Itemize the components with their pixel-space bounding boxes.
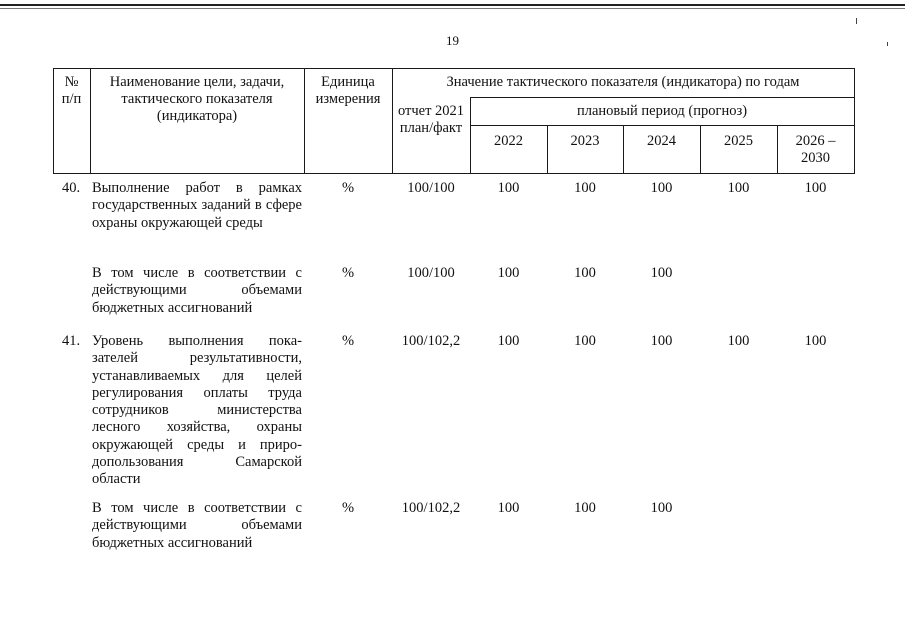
row-unit: % — [341, 333, 355, 349]
col-border — [854, 68, 855, 174]
table-border-top — [53, 68, 854, 69]
row-unit: % — [341, 265, 355, 281]
row-value: 100 — [574, 500, 596, 516]
row-unit: % — [341, 180, 355, 196]
row-report: 100/102,2 — [401, 500, 461, 516]
row-report: 100/100 — [407, 265, 455, 281]
page-number: 19 — [446, 33, 459, 48]
header-report: отчет 2021 план/факт — [397, 103, 465, 136]
top-border-line-thin — [0, 8, 905, 9]
row-value: 100 — [574, 180, 596, 196]
row-value: 100 — [727, 180, 750, 196]
row-value: 100 — [497, 333, 520, 349]
scan-mark — [856, 18, 857, 24]
header-year: 2022 — [494, 133, 523, 149]
row-number: 41. — [62, 333, 81, 349]
row-value: 100 — [650, 180, 673, 196]
row-value: 100 — [727, 333, 750, 349]
header-planned: плановый период (прогноз) — [576, 103, 748, 119]
row-value: 100 — [804, 180, 827, 196]
row-name: Выполнение работ в рамках государственных заданий в сфере охраны окружающей среды — [92, 180, 302, 231]
row-report: 100/100 — [407, 180, 455, 196]
row-value: 100 — [497, 265, 520, 281]
header-year: 2025 — [724, 133, 753, 149]
row-value: 100 — [650, 500, 673, 516]
row-value: 100 — [650, 333, 673, 349]
header-divider-years — [470, 125, 854, 126]
row-value: 100 — [650, 265, 673, 281]
row-value: 100 — [497, 180, 520, 196]
header-values-group: Значение тактического показателя (индикатора) по годам — [446, 74, 800, 90]
header-year: 2024 — [647, 133, 676, 149]
row-value: 100 — [574, 333, 596, 349]
row-number: 40. — [62, 180, 81, 196]
header-year: 2026 – 2030 — [795, 133, 836, 166]
header-bottom-border — [53, 173, 854, 174]
row-value: 100 — [574, 265, 596, 281]
row-name: В том числе в соответствии с действующими объемами бюджетных ассигнований — [92, 500, 302, 551]
header-year: 2023 — [570, 133, 600, 149]
header-unit: Единица измерения — [315, 74, 381, 107]
header-name: Наименование цели, задачи, тактического показателя (индикатора) — [109, 74, 285, 124]
top-border-line — [0, 4, 905, 6]
row-value: 100 — [497, 500, 520, 516]
row-name: В том числе в соответствии с действующими объемами бюджетных ассигнований — [92, 265, 302, 316]
row-name: Уровень выполнения пока-зателей результативности, устанавливаемых для целей регулирования оплаты труда сотрудников министерства лесного хозяйства, охраны окружающей среды и приро-допользования Самарской области — [92, 333, 302, 488]
row-report: 100/102,2 — [401, 333, 461, 349]
row-value: 100 — [804, 333, 827, 349]
row-unit: % — [341, 500, 355, 516]
header-num: № п/п — [61, 74, 82, 107]
header-divider-planned — [470, 97, 854, 98]
